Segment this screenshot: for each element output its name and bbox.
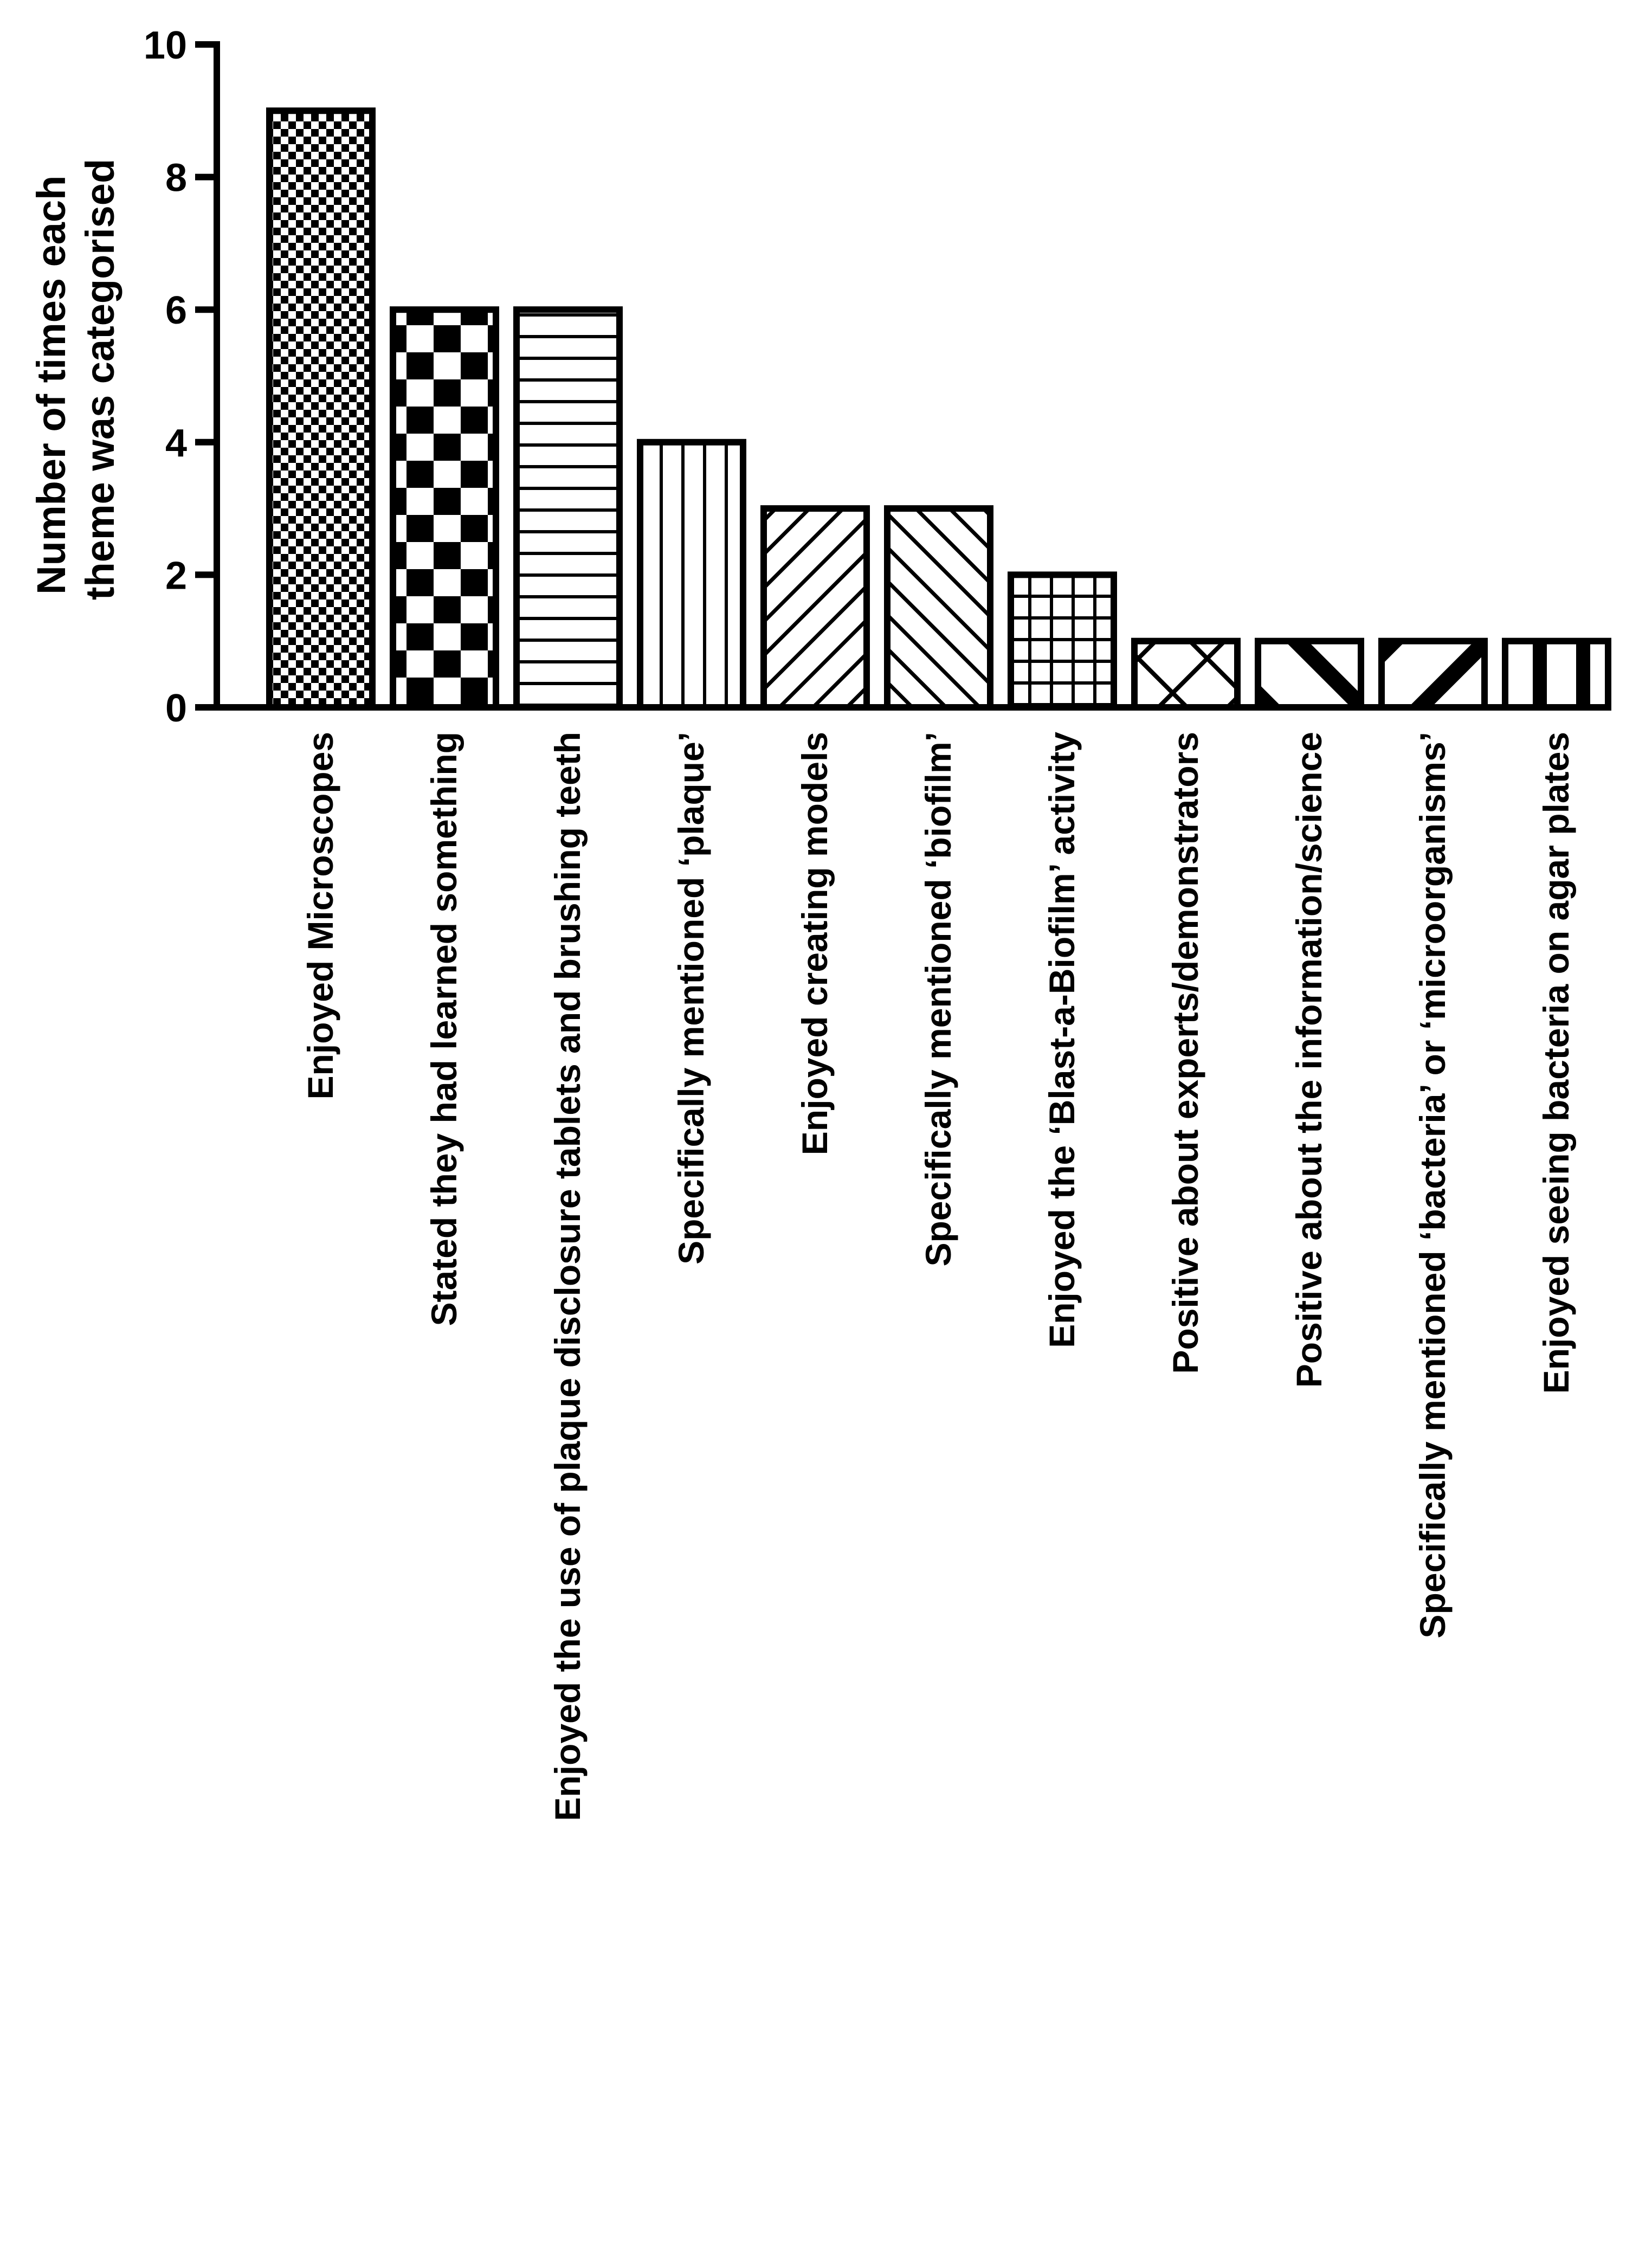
bar-11	[1505, 641, 1608, 707]
y-tick-label: 8	[165, 156, 187, 200]
x-category-label: Positive about the information/science	[1289, 732, 1329, 1388]
x-category-label: Enjoyed the use of plaque disclosure tablets and brushing teeth	[547, 732, 588, 1821]
y-axis-title-line-1: Number of times each	[29, 175, 74, 595]
x-category-label: Specifically mentioned ‘biofilm’	[918, 732, 958, 1267]
bar-10	[1382, 641, 1485, 707]
y-tick-label: 4	[165, 421, 187, 465]
y-axis-title-line-2: theme was categorised	[78, 158, 122, 601]
y-tick-label: 0	[165, 687, 187, 730]
bars	[269, 111, 1608, 707]
x-category-label: Enjoyed creating models	[795, 732, 835, 1156]
bar-4	[640, 442, 743, 707]
x-category-label: Specifically mentioned ‘bacteria’ or ‘microorganisms’	[1412, 732, 1453, 1639]
x-category-label: Stated they had learned something	[424, 732, 464, 1326]
y-tick-label: 10	[143, 24, 187, 67]
y-axis-title	[29, 159, 122, 600]
bar-1	[269, 111, 372, 707]
bar-6	[887, 508, 990, 707]
x-category-label: Positive about experts/demonstrators	[1165, 732, 1205, 1374]
x-category-label: Enjoyed the ‘Blast-a-Biofilm’ activity	[1042, 732, 1082, 1348]
bar-9	[1258, 641, 1361, 707]
bar-7	[1011, 575, 1114, 707]
bar-2	[393, 310, 496, 707]
x-category-label: Enjoyed seeing bacteria on agar plates	[1536, 732, 1576, 1394]
x-axis-labels	[300, 732, 1576, 1821]
x-category-label: Enjoyed Microscopes	[300, 732, 340, 1100]
y-tick-label: 2	[165, 554, 187, 598]
bar-8	[1134, 641, 1237, 707]
x-category-label: Specifically mentioned ‘plaque’	[671, 732, 711, 1265]
bar-5	[764, 508, 867, 707]
bar-3	[517, 310, 620, 707]
y-axis-ticks	[144, 24, 217, 730]
y-tick-label: 6	[165, 289, 187, 333]
